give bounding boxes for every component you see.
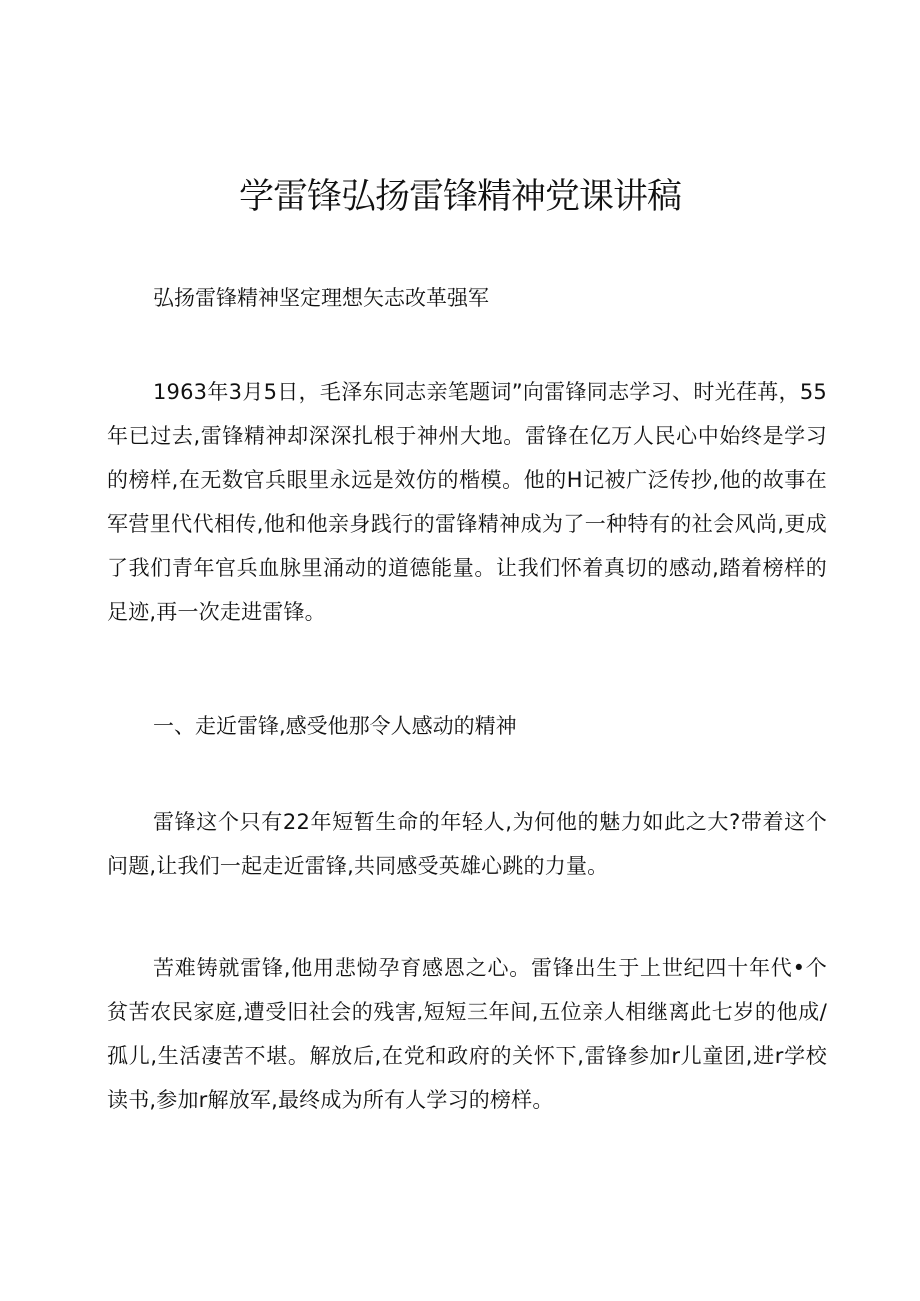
paragraph-intro: 1963年3月5日，毛泽东同志亲笔题词”向雷锋同志学习、时光荏苒，55年已过去,雷锋精神却深深扎根于神州大地。雷锋在亿万人民心中始终是学习的榜样,在无数官兵眼里永远是效仿的楷模。他的H记被广泛传抄,他的故事在军营里代代相传,他和他亲身践行的雷锋精神成为了一种特有的社会风尚,更成了我们青年官兵血脉里涌动的道德能量。让我们怀着真切的感动,踏着榜样的足迹,再一次走进雷锋。: [107, 380, 827, 624]
paragraph-hardship: 苦难铸就雷锋,他用悲恸孕育感恩之心。雷锋出生于上世纪四十年代•个贫苦农民家庭,遭受旧社会的残害,短短三年间,五位亲人相继离此七岁的他成/孤儿,生活凄苦不堪。解放后,在党和政府的关怀下,雷锋参加r儿童团,进r学校读书,参加r解放军,最终成为所有人学习的榜样。: [107, 956, 827, 1112]
section-heading-1: 一、走近雷锋,感受他那令人感动的精神: [153, 714, 517, 738]
document-subtitle: 弘扬雷锋精神坚定理想矢志改革强军: [153, 286, 489, 310]
paragraph-question: 雷锋这个只有22年短暂生命的年轻人,为何他的魅力如此之大?带着这个问题,让我们一起走近雷锋,共同感受英雄心跳的力量。: [107, 810, 827, 878]
document-title: 学雷锋弘扬雷锋精神党课讲稿: [238, 177, 681, 217]
